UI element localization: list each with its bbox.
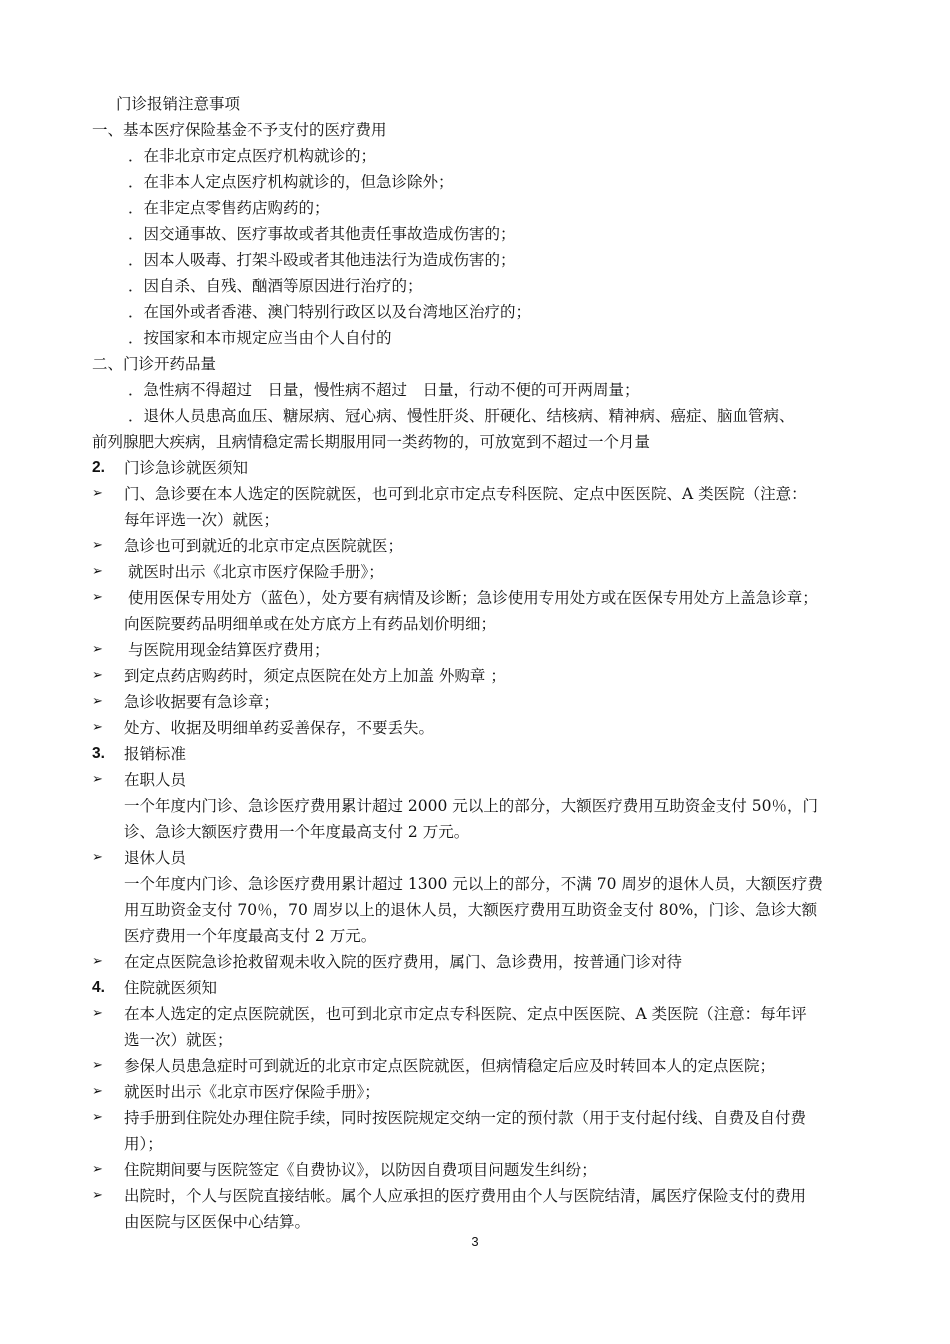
section-1-heading-line	[0, 117, 950, 143]
section-2-heading: 二、门诊开药品量	[92, 355, 217, 373]
bullet-item: ➢ 急诊收据要有急诊章；	[0, 689, 950, 715]
bullet-item: ➢ 参保人员患急症时可到就近的北京市定点医院就医，但病情稳定后应及时转回本人的定点医院；	[0, 1053, 950, 1079]
bullet-item: ➢ 退休人员	[0, 845, 950, 871]
arrow-bullet-icon: ➢	[92, 1084, 103, 1099]
paragraph-line: 医疗费用一个年度最高支付 2 万元。	[124, 927, 377, 945]
arrow-bullet-icon: ➢	[92, 538, 103, 553]
section-2-heading-line	[0, 351, 950, 377]
arrow-bullet-icon: ➢	[92, 1110, 103, 1125]
list-item-continuation: 前列腺肥大疾病，且病情稳定需长期服用同一类药物的，可放宽到不超过一个月量	[92, 433, 651, 451]
bullet-item-continuation: 由医院与区医保中心结算。	[124, 1213, 311, 1231]
section-1-heading: 一、基本医疗保险基金不予支付的医疗费用	[92, 121, 387, 139]
arrow-bullet-icon: ➢	[92, 642, 103, 657]
bullet-item: ➢ 出院时，个人与医院直接结帐。属个人应承担的医疗费用由个人与医院结清，属医疗保险支付的费用	[0, 1183, 950, 1209]
list-item: ．因交通事故、医疗事故或者其他责任事故造成伤害的；	[128, 225, 516, 243]
page-number: 3	[471, 1234, 479, 1249]
paragraph-line: 用互助资金支付 70％，70 周岁以上的退休人员，大额医疗费用互助资金支付 80%，门诊、急诊大额	[124, 901, 818, 919]
list-item: ．在国外或者香港、澳门特别行政区以及台湾地区治疗的；	[128, 303, 532, 321]
arrow-bullet-icon: ➢	[92, 564, 103, 579]
list-item: ．因自杀、自残、酗酒等原因进行治疗的；	[128, 277, 423, 295]
section-5-heading-line	[0, 975, 950, 1001]
bullet-item-continuation: 向医院要药品明细单或在处方底方上有药品划价明细；	[124, 615, 497, 633]
list-item: ．急性病不得超过 日量，慢性病不超过 日量，行动不便的可开两周量；	[128, 381, 640, 399]
list-item: ．按国家和本市规定应当由个人自付的	[128, 329, 392, 347]
section-5-heading: 住院就医须知	[124, 979, 218, 997]
section-4-heading-line	[0, 741, 950, 767]
bullet-item: ➢ 在定点医院急诊抢救留观未收入院的医疗费用，属门、急诊费用，按普通门诊对待	[0, 949, 950, 975]
bullet-item: ➢ 急诊也可到就近的北京市定点医院就医；	[0, 533, 950, 559]
section-3-heading: 门诊急诊就医须知	[124, 459, 249, 477]
arrow-bullet-icon: ➢	[92, 850, 103, 865]
list-item: ．退休人员患高血压、糖尿病、冠心病、慢性肝炎、肝硬化、结核病、精神病、癌症、脑血管病、	[128, 407, 795, 425]
arrow-bullet-icon: ➢	[92, 954, 103, 969]
bullet-item: ➢ 在本人选定的定点医院就医，也可到北京市定点专科医院、定点中医医院、A 类医院（注意：每年评	[0, 1001, 950, 1027]
bullet-item: ➢ 就医时出示《北京市医疗保险手册》；	[0, 1079, 950, 1105]
arrow-bullet-icon: ➢	[92, 1006, 103, 1021]
section-number: 2.	[92, 459, 105, 476]
bullet-item: ➢ 到定点药店购药时，须定点医院在处方上加盖 外购章 ；	[0, 663, 950, 689]
bullet-item: ➢ 处方、收据及明细单药妥善保存，不要丢失。	[0, 715, 950, 741]
bullet-item: ➢ 门、急诊要在本人选定的医院就医，也可到北京市定点专科医院、定点中医医院、A 类医院（注意：	[0, 481, 950, 507]
section-4-heading: 报销标准	[124, 745, 187, 763]
bullet-item: ➢ 与医院用现金结算医疗费用；	[0, 637, 950, 663]
bullet-item: ➢ 持手册到住院处办理住院手续，同时按医院规定交纳一定的预付款（用于支付起付线、自费及自付费	[0, 1105, 950, 1131]
paragraph-line: 诊、急诊大额医疗费用一个年度最高支付 2 万元。	[124, 823, 470, 841]
arrow-bullet-icon: ➢	[92, 590, 103, 605]
paragraph-line: 一个年度内门诊、急诊医疗费用累计超过 2000 元以上的部分，大额医疗费用互助资金支付 50％，门	[124, 797, 818, 815]
list-item: ．在非北京市定点医疗机构就诊的；	[128, 147, 377, 165]
arrow-bullet-icon: ➢	[92, 1058, 103, 1073]
section-number: 3.	[92, 745, 105, 762]
bullet-item: ➢ 就医时出示《北京市医疗保险手册》；	[0, 559, 950, 585]
section-number: 4.	[92, 979, 105, 996]
arrow-bullet-icon: ➢	[92, 772, 103, 787]
bullet-item-continuation: 用）；	[124, 1135, 163, 1153]
arrow-bullet-icon: ➢	[92, 1162, 103, 1177]
document-title-line	[0, 91, 950, 117]
document-title: 门诊报销注意事项	[116, 95, 241, 113]
list-item: ．在非定点零售药店购药的；	[128, 199, 330, 217]
bullet-item-continuation: 选一次）就医；	[124, 1031, 233, 1049]
paragraph-line: 一个年度内门诊、急诊医疗费用累计超过 1300 元以上的部分，不满 70 周岁的退休人员，大额医疗费	[124, 875, 823, 893]
arrow-bullet-icon: ➢	[92, 720, 103, 735]
bullet-item: ➢ 在职人员	[0, 767, 950, 793]
bullet-item: ➢ 住院期间要与医院签定《自费协议》，以防因自费项目问题发生纠纷；	[0, 1157, 950, 1183]
bullet-item-continuation: 每年评选一次）就医；	[124, 511, 280, 529]
arrow-bullet-icon: ➢	[92, 668, 103, 683]
section-3-heading-line	[0, 455, 950, 481]
arrow-bullet-icon: ➢	[92, 694, 103, 709]
arrow-bullet-icon: ➢	[92, 486, 103, 501]
list-item: ．因本人吸毒、打架斗殴或者其他违法行为造成伤害的；	[128, 251, 516, 269]
bullet-item: ➢ 使用医保专用处方（蓝色），处方要有病情及诊断；急诊使用专用处方或在医保专用处方上盖急诊章；	[0, 585, 950, 611]
list-item: ．在非本人定点医疗机构就诊的，但急诊除外；	[128, 173, 454, 191]
arrow-bullet-icon: ➢	[92, 1188, 103, 1203]
